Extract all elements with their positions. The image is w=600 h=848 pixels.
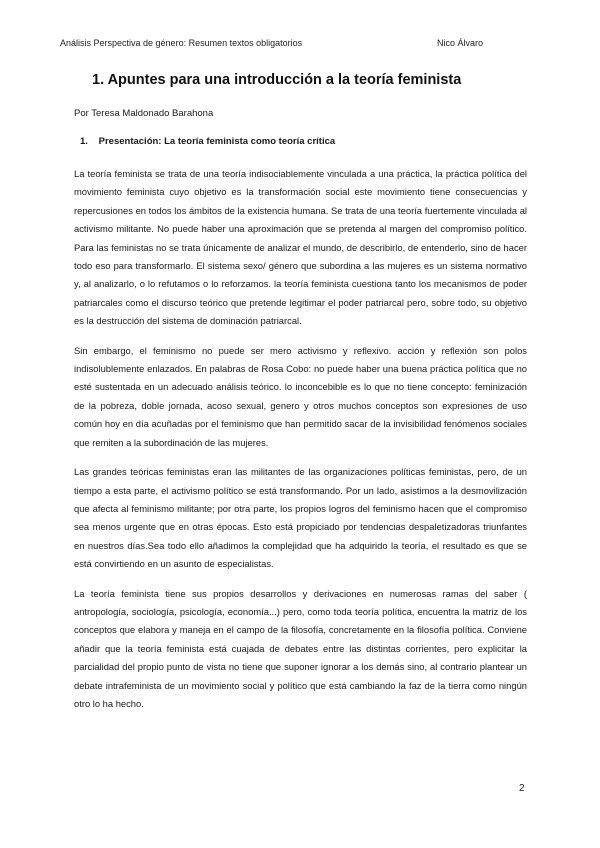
section-number: 1.	[80, 136, 88, 147]
header-author: Nico Álvaro	[437, 38, 484, 48]
paragraph: La teoría feminista se trata de una teoría indisociablemente vinculada a una práctica, la práctica política del movimiento feminista cuyo objetivo es la transformación social este movimiento tiene consecuencias y repercusiones en todos los ámbitos de la existencia humana. Se trata de una teoría fuertemente vinculada al activismo militante. No puede haber una aproximación que se pretenda al margen del compromiso político. Para las feministas no se trata únicamente de analizar el mundo, de describirlo, de entenderlo, sino de hacer todo eso para transformarlo. El sistema sexo/ género que subordina a las mujeres es un sistema normativo y, al analizarlo, o lo refutamos o lo reforzamos. la teoría feminista cuestiona tanto los mecanismos de poder patriarcales como el discurso teórico que pretende legitimar el poder patriarcal pero, sobre todo, su objetivo es la destrucción del sistema de dominación patriarcal.	[74, 168, 527, 327]
byline: Por Teresa Maldonado Barahona	[74, 108, 214, 119]
paragraph: La teoría feminista tiene sus propios desarrollos y derivaciones en numerosas ramas del saber ( antropología, sociología, psicología, economía...) pero, como toda teoría política, encuentra la matriz de los conceptos que elabora y maneja en el campo de la filosofía, concretamente en la filosofía política. Conviene añadir que la teoría feminista está cuajada de debates entre las distintas corrientes, pero explicitar la parcialidad del propio punto de vista no tiene que suponer ignorar a los demás sino, al contrario plantear un debate intrafeminista de un movimiento social y político que está cambiando la faz de la tierra como ningún otro lo ha hecho.	[74, 587, 527, 709]
section-title: Presentación: La teoría feminista como teoría crítica	[98, 136, 336, 147]
page-number: 2	[519, 783, 525, 794]
section-heading	[80, 136, 335, 147]
chapter-title: 1. Apuntes para una introducción a la teoría feminista	[92, 72, 462, 88]
paragraph: Las grandes teóricas feministas eran las militantes de las organizaciones políticas feministas, pero, de un tiempo a esta parte, el activismo político se está transformando. Por un lado, asistimos a la desmovilización que afecta al feminismo militante; por otra parte, los propios logros del feminismo hacen que el compromiso sea menos urgente que en otras épocas. Esto está propiciado por tendencias despaletizadoras triunfantes en nuestros días.Sea todo ello añadimos la complejidad que ha adquirido la teoría, el resultado es que se está convirtiendo en un asunto de especialistas.	[74, 466, 527, 570]
header-document-title: Análisis Perspectiva de género: Resumen textos obligatorios	[60, 38, 303, 48]
paragraph: Sin embargo, el feminismo no puede ser mero activismo y reflexivo. acción y reflexión son polos indisolublemente enlazados. En palabras de Rosa Cobo: no puede haber una buena práctica política que no esté sustentada en un adecuado análisis teórico. lo inconcebible es lo que no tiene concepto: feminización de la pobreza, doble jornada, acoso sexual, genero y otros muchos conceptos son expresiones de uso común hoy en día acuñadas por el feminismo que han permitido sacar de la invisibilidad fenómenos sociales que remiten a la subordinación de las mujeres.	[74, 344, 527, 448]
body-text	[74, 165, 527, 724]
